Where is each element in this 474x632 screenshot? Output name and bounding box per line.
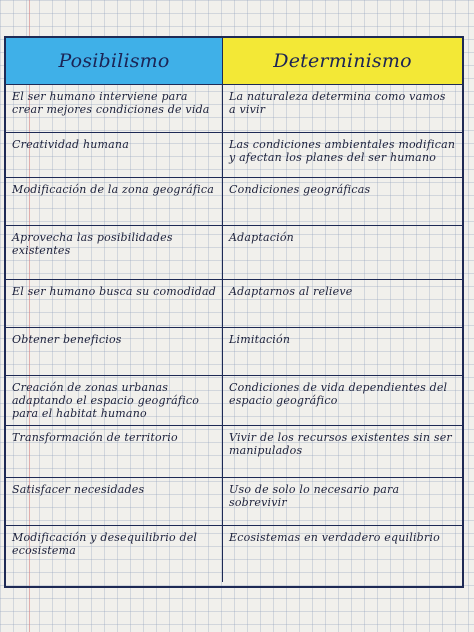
comparison-table — [4, 36, 464, 588]
table-cell-left: El ser humano busca su comodidad — [6, 280, 223, 328]
table-cell-right: Adaptarnos al relieve — [223, 280, 462, 328]
table-cell-left: Creación de zonas urbanas adaptando el espacio geográfico para el habitat humano — [6, 376, 223, 426]
table-cell-right: Uso de solo lo necesario para sobrevivir — [223, 478, 462, 526]
header-posibilismo: Posibilismo — [6, 38, 223, 85]
table-cell-left: El ser humano interviene para crear mejores condiciones de vida — [6, 85, 223, 133]
table-cell-right: Limitación — [223, 328, 462, 376]
table-cell-left: Transformación de territorio — [6, 426, 223, 478]
table-cell-right: La naturaleza determina como vamos a vivir — [223, 85, 462, 133]
table-cell-right: Condiciones geográficas — [223, 178, 462, 226]
table-cell-left: Modificación de la zona geográfica — [6, 178, 223, 226]
table-cell-right: Vivir de los recursos existentes sin ser manipulados — [223, 426, 462, 478]
table-cell-right: Condiciones de vida dependientes del espacio geográfico — [223, 376, 462, 426]
header-determinismo: Determinismo — [223, 38, 462, 85]
table-cell-left: Aprovecha las posibilidades existentes — [6, 226, 223, 280]
table-cell-right: Adaptación — [223, 226, 462, 280]
table-cell-left: Satisfacer necesidades — [6, 478, 223, 526]
table-cell-right: Las condiciones ambientales modifican y afectan los planes del ser humano — [223, 133, 462, 178]
table-cell-left: Obtener beneficios — [6, 328, 223, 376]
table-cell-right: Ecosistemas en verdadero equilibrio — [229, 531, 440, 544]
table-cell-left: Creatividad humana — [6, 133, 223, 178]
table-cell-left: Modificación y desequilibrio del ecosistema — [6, 526, 223, 582]
